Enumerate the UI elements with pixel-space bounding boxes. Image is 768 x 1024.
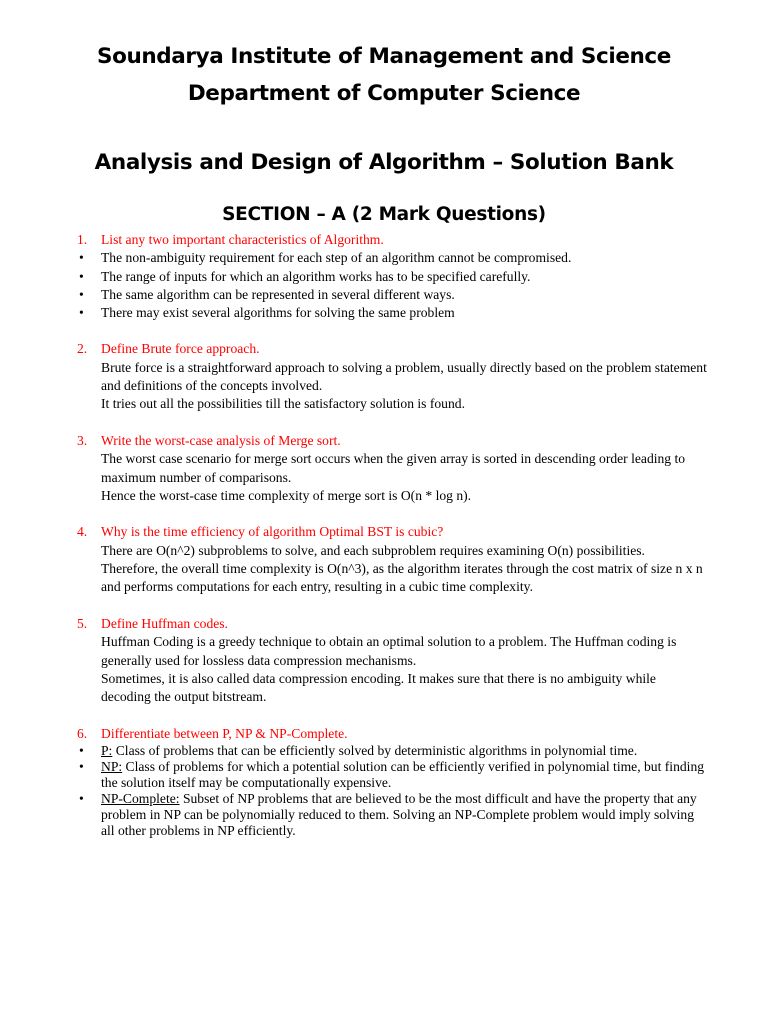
bullet-icon: • (79, 305, 84, 321)
bullet-icon: • (79, 250, 84, 266)
question-text: Why is the time efficiency of algorithm Optimal BST is cubic? (101, 524, 444, 540)
question-3 (0, 432, 768, 450)
answer-line: The worst case scenario for merge sort occurs when the given array is sorted in descending order leading to maximum number of comparisons. (101, 451, 686, 485)
list-item: • There may exist several algorithms for solving the same problem (0, 304, 768, 322)
question-number: 6. (77, 725, 88, 741)
section-heading: SECTION – A (2 Mark Questions) (222, 204, 546, 225)
question-number: 3. (77, 432, 88, 448)
answer-line: There are O(n^2) subproblems to solve, and each subproblem requires examining O(n) possibilities. (101, 542, 645, 558)
question-1 (0, 231, 768, 249)
question-4 (0, 523, 768, 541)
department-name: Department of Computer Science (187, 81, 581, 106)
answer-line: Brute force is a straightforward approach to solving a problem, usually directly based on the problem statement and definitions of the concepts involved. (101, 359, 707, 394)
term-label: P: (101, 743, 113, 759)
question-2 (0, 340, 768, 358)
question-text: Differentiate between P, NP & NP-Complete. (101, 725, 348, 741)
list-item: • NP-Complete: Subset of NP problems that are believed to be the most difficult and have the property that any problem in NP can be polynomially reduced to them. Solving an NP-Complete problem would imply solving all other problems in NP efficiently. (79, 791, 697, 839)
question-text: List any two important characteristics of Algorithm. (101, 232, 384, 247)
bullet-icon: • (79, 286, 84, 302)
question-6 (0, 725, 768, 743)
document-body (0, 231, 768, 839)
question-text: Define Huffman codes. (101, 615, 228, 631)
bullet-icon: • (79, 743, 84, 759)
list-item: • NP: Class of problems for which a potential solution can be efficiently verified in polynomial time, but finding the solution itself may be computationally expensive. (79, 759, 705, 791)
bullet-icon: • (79, 268, 84, 284)
answer-line: Sometimes, it is also called data compression encoding. It makes sure that there is no ambiguity while decoding the output bitstream. (101, 670, 656, 705)
answer-line: Therefore, the overall time complexity is O(n^3), as the algorithm iterates through the cost matrix of size n x n and performs computations for each entry, resulting in a cubic time complexity. (101, 561, 703, 595)
term-label: NP: (101, 759, 123, 775)
question-number: 4. (77, 524, 88, 540)
term-label: NP-Complete: (101, 791, 180, 807)
question-number: 5. (77, 615, 88, 631)
question-number: 1. (77, 232, 88, 247)
institute-name: Soundarya Institute of Management and Science (97, 44, 671, 69)
bullet-icon: • (79, 791, 84, 807)
answer-line: It tries out all the possibilities till the satisfactory solution is found. (101, 396, 465, 412)
list-item: • P: Class of problems that can be efficiently solved by deterministic algorithms in polynomial time. (79, 743, 638, 759)
bullet-icon: • (79, 759, 84, 775)
answer-line: Huffman Coding is a greedy technique to obtain an optimal solution to a problem. The Huffman coding is generally used for lossless data compression mechanisms. (101, 634, 677, 668)
list-item: • The same algorithm can be represented in several different ways. (0, 286, 768, 304)
question-text: Define Brute force approach. (101, 341, 260, 357)
question-number: 2. (77, 341, 88, 357)
question-text: Write the worst-case analysis of Merge sort. (101, 432, 341, 448)
document-title: Analysis and Design of Algorithm – Solution Bank (94, 150, 674, 175)
answer-line: Hence the worst-case time complexity of merge sort is O(n * log n). (101, 487, 472, 503)
list-item: • The non-ambiguity requirement for each step of an algorithm cannot be compromised. (0, 249, 768, 267)
list-item: • The range of inputs for which an algorithm works has to be specified carefully. (0, 268, 768, 286)
question-5 (0, 615, 768, 633)
